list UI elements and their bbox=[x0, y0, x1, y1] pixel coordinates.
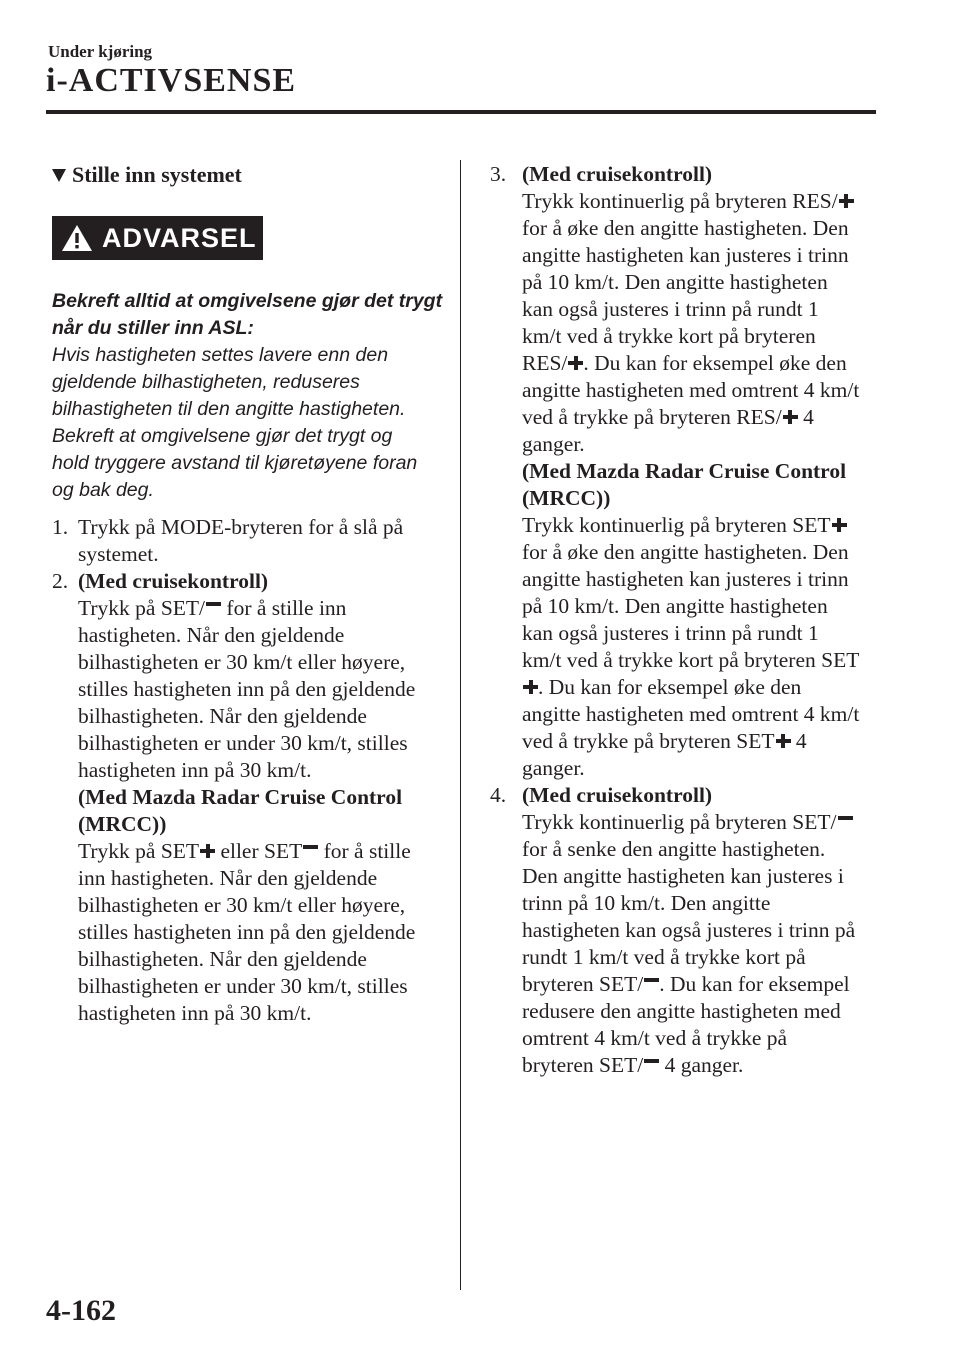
minus-icon bbox=[303, 844, 318, 858]
plus-icon bbox=[568, 356, 583, 370]
step-text: stilles hastigheten inn på den gjeldende bbox=[78, 677, 416, 701]
step-text: km/t ved å trykke kort på bryteren SET bbox=[522, 648, 860, 672]
step-number: 4. bbox=[490, 783, 507, 807]
step-text: bryteren SET/ 4 ganger. bbox=[522, 1053, 744, 1077]
minus-icon bbox=[838, 815, 853, 829]
mrcc-label: (Med Mazda Radar Cruise Control bbox=[78, 785, 403, 809]
step-text: RES/ . Du kan for eksempel øke den bbox=[522, 351, 847, 375]
warning-line: og bak deg. bbox=[52, 479, 154, 501]
plus-icon bbox=[523, 680, 538, 694]
step-text: for å senke den angitte hastigheten. bbox=[522, 837, 826, 861]
warning-line: bilhastigheten til den angitte hastigheten. bbox=[52, 398, 406, 420]
step-text: kan også justeres i trinn på rundt 1 bbox=[522, 621, 819, 645]
step-text: inn hastigheten. Når den gjeldende bbox=[78, 866, 378, 890]
step-text: angitte hastigheten med omtrent 4 km/t bbox=[522, 702, 860, 726]
warning-line: Bekreft at omgivelsene gjør det trygt og bbox=[52, 425, 393, 447]
step-text: Trykk kontinuerlig på bryteren SET/ bbox=[522, 809, 853, 836]
warning-icon bbox=[52, 216, 102, 260]
step-text: bilhastigheten er under 30 km/t, stilles bbox=[78, 974, 408, 998]
step-text: bilhastigheten er 30 km/t eller høyere, bbox=[78, 893, 406, 917]
warning-badge bbox=[52, 216, 263, 260]
warning-line: hold tryggere avstand til kjøretøyene foran bbox=[52, 452, 418, 474]
chapter-label: Under kjøring bbox=[48, 42, 153, 61]
plus-icon bbox=[839, 194, 854, 208]
step-text: på 10 km/t. Den angitte hastigheten bbox=[522, 594, 828, 618]
step-text: redusere den angitte hastigheten med bbox=[522, 999, 841, 1023]
warning-line: Hvis hastigheten settes lavere enn den bbox=[52, 344, 389, 366]
page-title: i-ACTIVSENSE bbox=[46, 62, 297, 99]
step-text: bilhastigheten. Når den gjeldende bbox=[78, 947, 367, 971]
plus-icon bbox=[776, 734, 791, 748]
warning-label: ADVARSEL bbox=[102, 222, 257, 253]
step-text: Trykk kontinuerlig på bryteren RES/ bbox=[522, 188, 854, 215]
step-text: Den angitte hastigheten kan justeres i bbox=[522, 864, 844, 888]
mrcc-label: (MRCC)) bbox=[78, 812, 167, 836]
step-text: systemet. bbox=[78, 542, 159, 566]
step-text: ganger. bbox=[522, 756, 585, 780]
step-text: hastigheten inn på 30 km/t. bbox=[78, 1001, 312, 1025]
step-text: stilles hastigheten inn på den gjeldende bbox=[78, 920, 416, 944]
cruise-control-label: (Med cruisekontroll) bbox=[522, 162, 713, 186]
step-text: bilhastigheten. Når den gjeldende bbox=[78, 704, 367, 728]
step-text: bryteren SET/ . Du kan for eksempel bbox=[522, 972, 850, 996]
minus-icon bbox=[644, 977, 659, 991]
step-text: angitte hastigheten kan justeres i trinn bbox=[522, 567, 849, 591]
section-heading bbox=[52, 161, 242, 188]
step-text: på 10 km/t. Den angitte hastigheten bbox=[522, 270, 828, 294]
triangle-down-icon bbox=[52, 161, 66, 188]
step-text: Trykk på SET eller SET for å stille bbox=[78, 839, 411, 863]
step-text: ved å trykke på bryteren SET 4 bbox=[522, 729, 807, 753]
step-text: rundt 1 km/t ved å trykke kort på bbox=[522, 945, 806, 969]
warning-bold-line: Bekreft alltid at omgivelsene gjør det trygt bbox=[52, 290, 443, 312]
cruise-control-label: (Med cruisekontroll) bbox=[78, 569, 269, 593]
step-text: hastigheten inn på 30 km/t. bbox=[78, 758, 312, 782]
step-text: angitte hastigheten med omtrent 4 km/t bbox=[522, 378, 860, 402]
minus-icon bbox=[206, 601, 221, 615]
step-text: hastigheten kan også justeres i trinn på bbox=[522, 918, 856, 942]
mrcc-label: (MRCC)) bbox=[522, 486, 611, 510]
plus-icon bbox=[783, 410, 798, 424]
step-number: 3. bbox=[490, 162, 507, 186]
step-text: for å øke den angitte hastigheten. Den bbox=[522, 216, 849, 240]
step-text: Trykk kontinuerlig på bryteren SET bbox=[522, 512, 847, 539]
step-number: 2. bbox=[52, 569, 69, 593]
step-text: ganger. bbox=[522, 432, 585, 456]
step-text: omtrent 4 km/t ved å trykke på bbox=[522, 1026, 788, 1050]
mrcc-label: (Med Mazda Radar Cruise Control bbox=[522, 459, 847, 483]
step-text: angitte hastigheten kan justeres i trinn bbox=[522, 243, 849, 267]
warning-line: gjeldende bilhastigheten, reduseres bbox=[52, 371, 360, 393]
plus-icon bbox=[200, 844, 215, 858]
step-text: trinn på 10 km/t. Den angitte bbox=[522, 891, 771, 915]
step-text: Trykk på MODE-bryteren for å slå på bbox=[78, 515, 404, 539]
step-text: ved å trykke på bryteren RES/ 4 bbox=[522, 405, 814, 429]
column-divider bbox=[460, 160, 461, 1290]
step-text: hastigheten. Når den gjeldende bbox=[78, 623, 345, 647]
step-text: for å øke den angitte hastigheten. Den bbox=[522, 540, 849, 564]
step-number: 1. bbox=[52, 515, 69, 539]
step-text: bilhastigheten er under 30 km/t, stilles bbox=[78, 731, 408, 755]
warning-bold-line: når du stiller inn ASL: bbox=[52, 317, 254, 339]
page-number: 4-162 bbox=[46, 1294, 116, 1327]
step-text: km/t ved å trykke kort på bryteren bbox=[522, 324, 816, 348]
plus-icon bbox=[832, 518, 847, 532]
step-text: kan også justeres i trinn på rundt 1 bbox=[522, 297, 819, 321]
step-text: Trykk på SET/ for å stille inn bbox=[78, 596, 347, 620]
section-title: Stille inn systemet bbox=[72, 162, 242, 187]
minus-icon bbox=[644, 1058, 659, 1072]
step-text: . Du kan for eksempel øke den bbox=[522, 674, 801, 701]
step-text: bilhastigheten er 30 km/t eller høyere, bbox=[78, 650, 406, 674]
header-rule bbox=[46, 110, 876, 114]
cruise-control-label: (Med cruisekontroll) bbox=[522, 783, 713, 807]
